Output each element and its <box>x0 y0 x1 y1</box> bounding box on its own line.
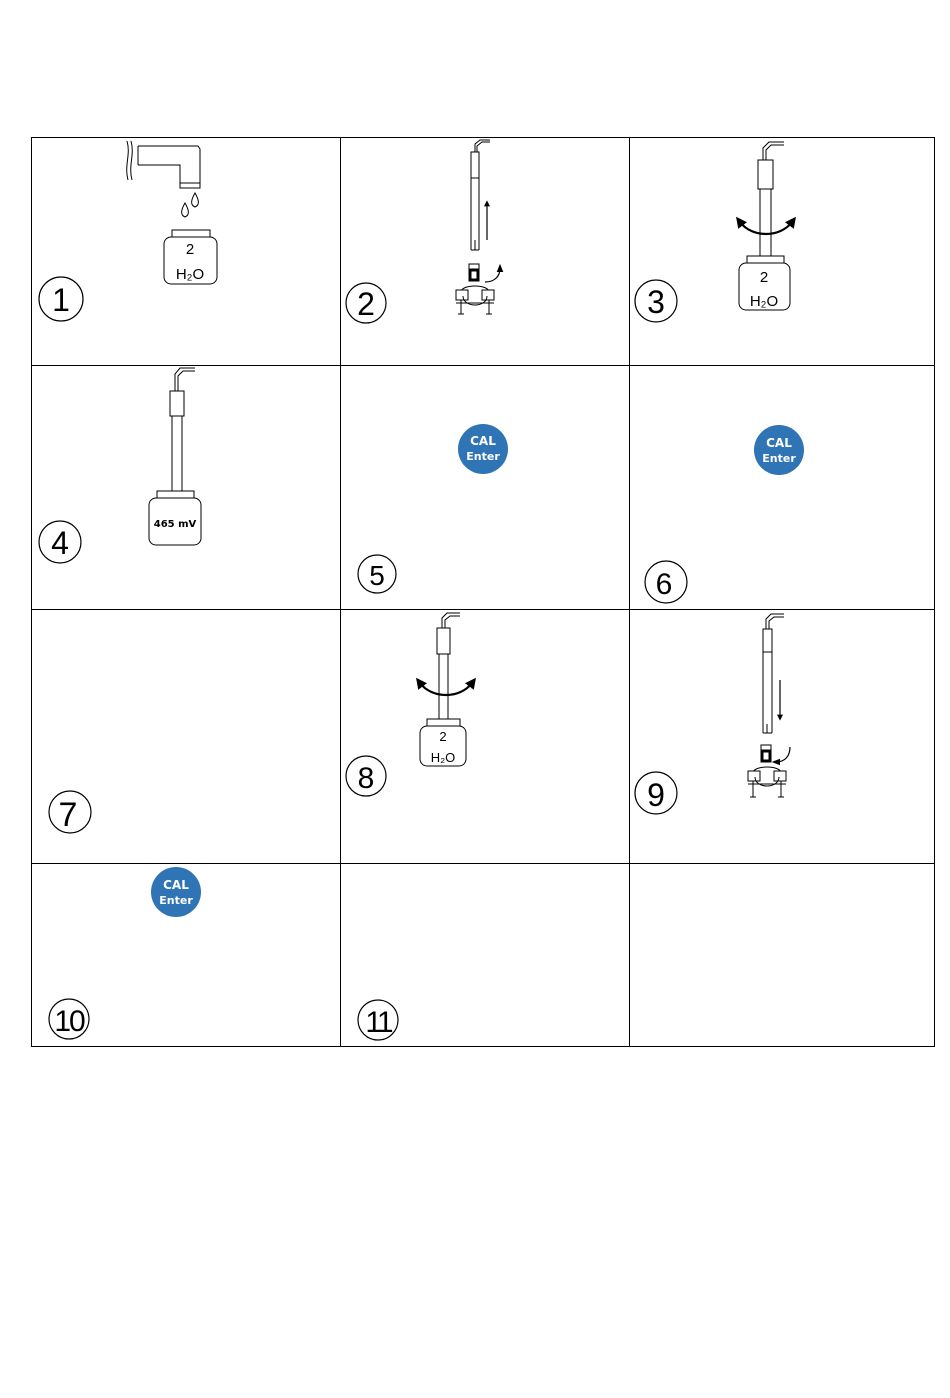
step-number: 5 <box>369 560 385 591</box>
step-6-cell <box>645 425 804 603</box>
swirl-arrow-icon <box>740 222 792 234</box>
step-number-badge <box>39 277 83 321</box>
step-8-cell <box>346 613 472 796</box>
button-label-top: CAL <box>163 878 189 892</box>
pipe-clamp-icon <box>748 745 786 797</box>
water-drop-icon <box>182 193 199 217</box>
faucet-icon <box>127 141 200 188</box>
button-label-bottom: Enter <box>762 452 796 465</box>
bottle-icon <box>164 230 217 284</box>
step-number: 9 <box>647 777 665 813</box>
button-label-bottom: Enter <box>159 894 193 907</box>
step-1-cell <box>39 141 217 321</box>
button-label-top: CAL <box>470 434 496 448</box>
step-number-badge <box>635 772 677 814</box>
rotate-arrow-icon <box>485 268 500 282</box>
bottle-icon <box>149 491 201 545</box>
electrode-icon <box>763 614 784 733</box>
rotate-arrow-icon <box>776 747 790 762</box>
bottle-label-bottom: H₂O <box>430 750 456 765</box>
step-number: 4 <box>51 525 69 561</box>
bottle-label-top: 2 <box>439 729 447 744</box>
step-3-cell <box>635 142 792 322</box>
bottle-label-top: 2 <box>759 269 769 286</box>
step-number-badge <box>635 280 677 322</box>
swirl-arrow-icon <box>420 683 472 695</box>
bottle-reading: 465 mV <box>153 519 197 530</box>
step-2-cell <box>346 140 500 323</box>
step-number: 10 <box>54 1005 84 1038</box>
step-number: 2 <box>357 286 375 322</box>
electrode-icon <box>758 142 784 258</box>
bottle-label-bottom: H₂O <box>749 293 779 310</box>
step-number-badge <box>645 561 687 603</box>
bottle-icon <box>420 719 466 766</box>
pipe-clamp-icon <box>456 264 494 314</box>
electrode-icon <box>170 368 195 492</box>
cal-enter-button[interactable] <box>754 425 804 475</box>
step-5-cell <box>358 424 508 593</box>
bottle-label-bottom: H₂O <box>175 266 205 283</box>
step-number-badge <box>358 555 396 593</box>
bottle-icon <box>739 256 790 310</box>
button-label-bottom: Enter <box>466 450 500 463</box>
step-number-badge <box>358 1000 398 1040</box>
step-9-cell <box>635 614 790 814</box>
step-10-cell <box>49 867 201 1039</box>
bottle-label-top: 2 <box>185 241 195 258</box>
step-number: 11 <box>365 1006 391 1039</box>
step-number: 8 <box>357 762 375 795</box>
step-4-cell <box>39 368 201 563</box>
cal-enter-button[interactable] <box>458 424 508 474</box>
electrode-icon <box>437 613 460 719</box>
step-number: 6 <box>655 568 673 601</box>
step-number: 3 <box>647 284 665 320</box>
step-number-badge <box>346 756 386 796</box>
button-label-top: CAL <box>766 436 792 450</box>
step-number: 1 <box>52 282 70 318</box>
step-7-cell <box>49 791 91 834</box>
step-number-badge <box>49 999 89 1039</box>
cal-enter-button[interactable] <box>151 867 201 917</box>
step-number: 7 <box>58 796 78 834</box>
step-number-badge <box>49 791 91 834</box>
step-number-badge <box>346 283 386 323</box>
step-number-badge <box>39 521 81 563</box>
step-11-cell <box>358 1000 398 1040</box>
